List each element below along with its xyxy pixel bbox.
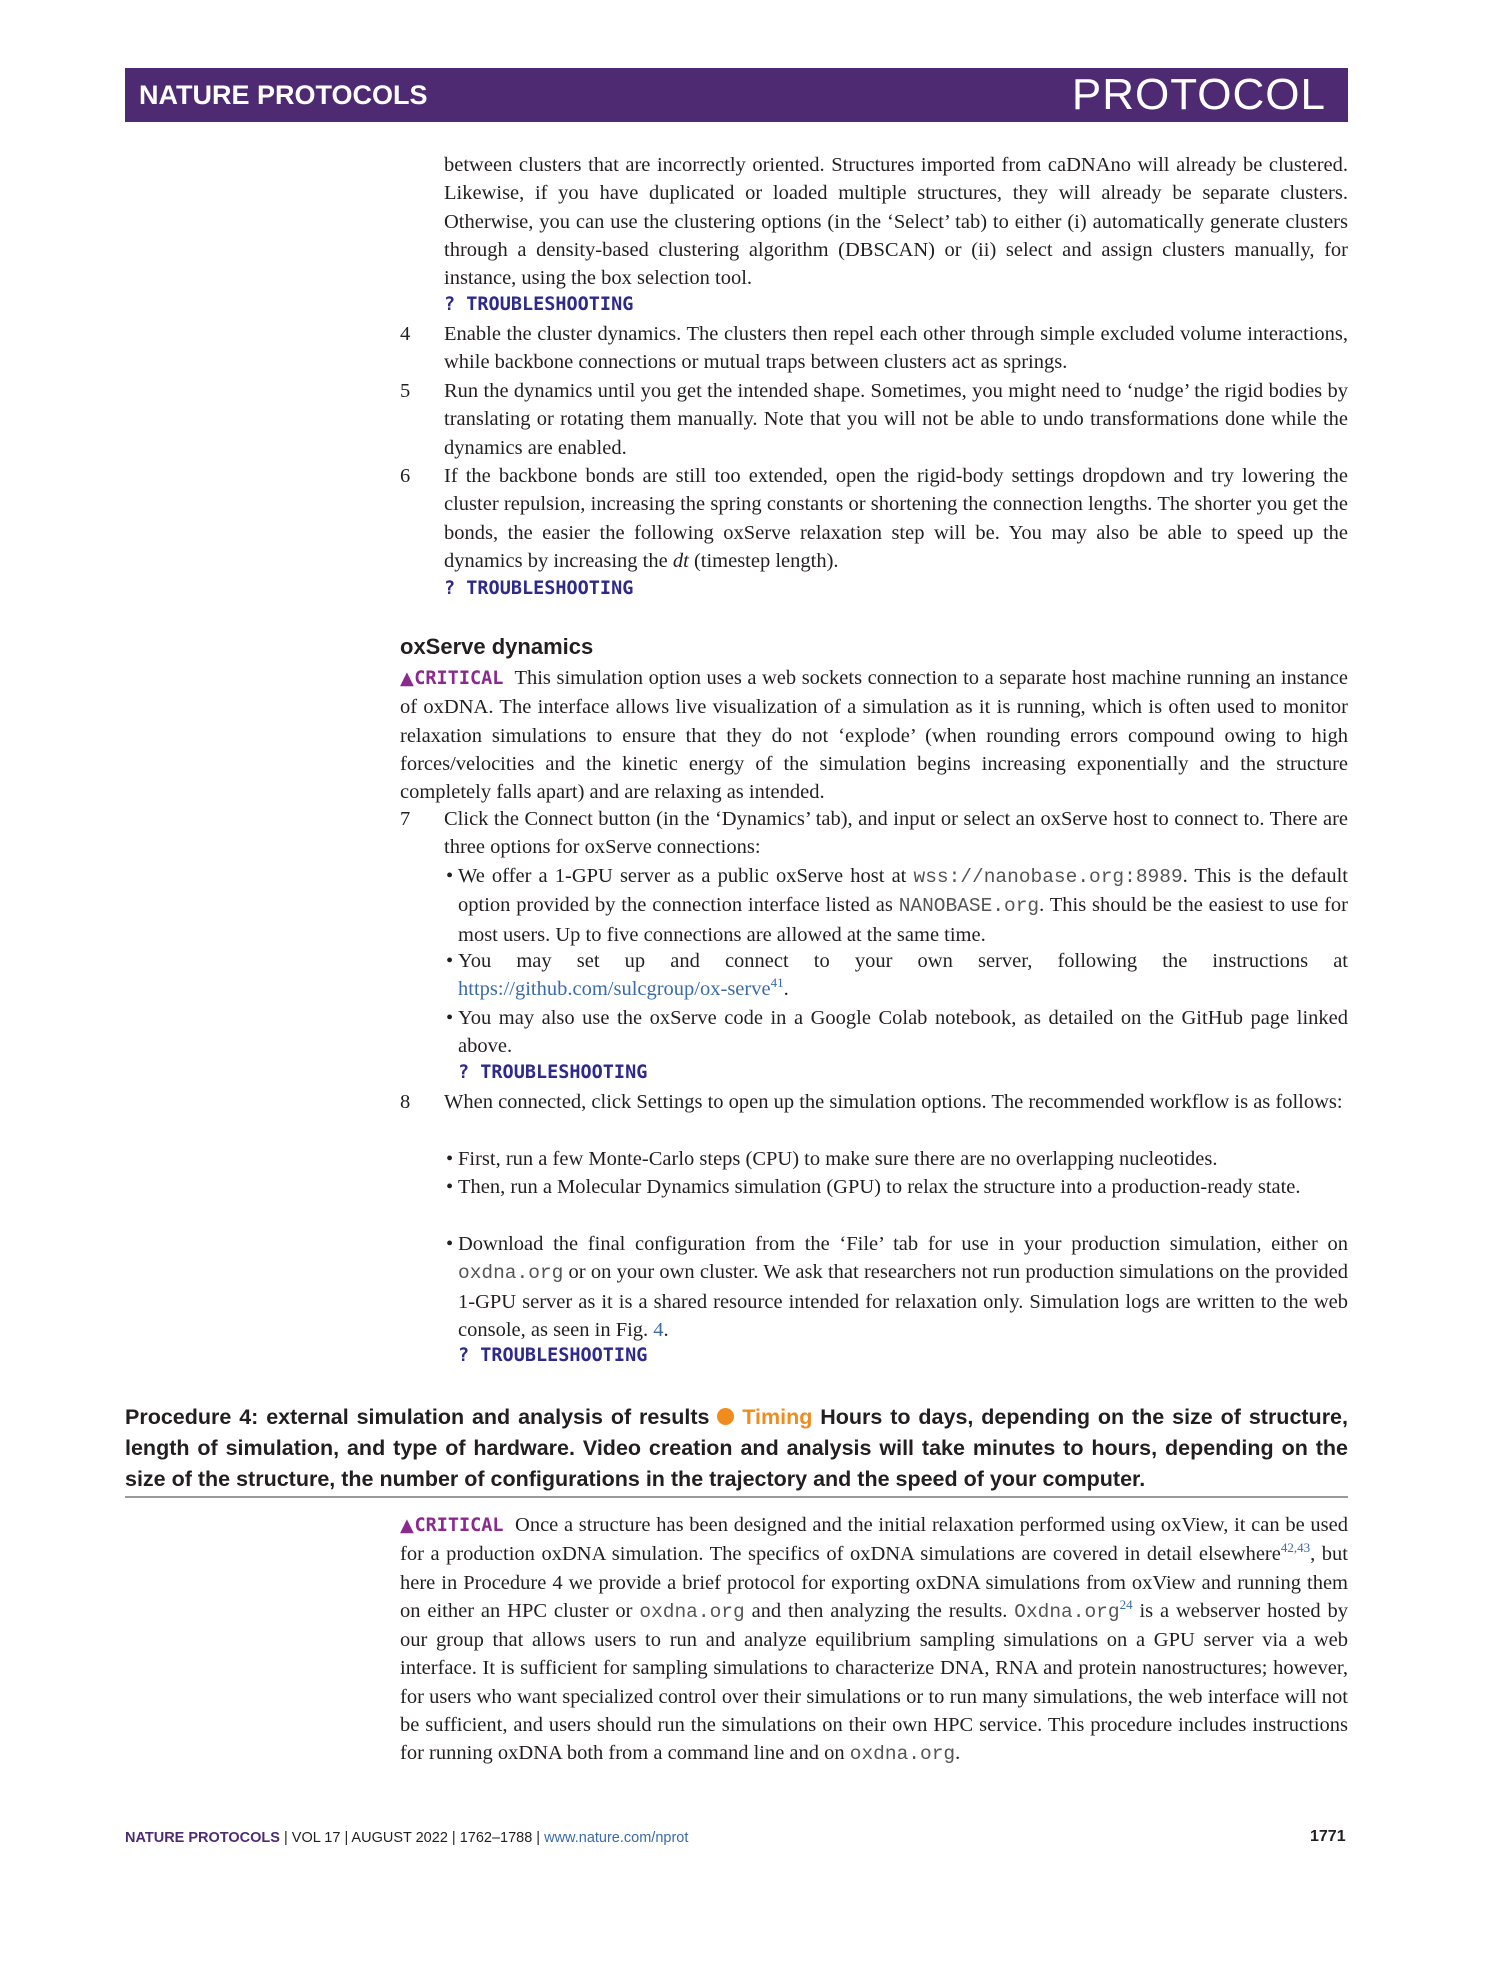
critical-triangle-icon: ▲: [400, 1515, 415, 1536]
step-8-bullet-1: First, run a few Monte-Carlo steps (CPU) to make sure there are no overlapping nucleotides.: [458, 1148, 1218, 1170]
troubleshooting-link[interactable]: ? TROUBLESHOOTING: [458, 1345, 648, 1366]
journal-name: NATURE PROTOCOLS: [139, 80, 428, 110]
step-number: 5: [400, 380, 411, 402]
section-divider: [125, 1496, 1348, 1498]
bullet-dot: •: [446, 1007, 454, 1029]
procedure-4-critical-paragraph: ▲CRITICAL Once a structure has been designed and the initial relaxation performed using oxView, it can be used for a production oxDNA simulation. The specifics of oxDNA simulations are covered in detail elsewhere$^{42,43}$, but here in Procedure 4 we provide a brief protocol for exporting oxDNA simulations from oxView and running them on either an HPC cluster or oxdna.org and then analyzing the results. Oxdna.org$^{24}$ is a webserver hosted by our group that allows users to run and analyze equilibrium sampling simulations on a GPU server via a web interface. It is sufficient for sampling simulations to characterize DNA, RNA and protein nanostructures; however, for users who want specialized control over their simulations or to run many simulations, the web interface will not be sufficient, and users should run the simulations on their own HPC service. This procedure includes instructions for running oxDNA both from a command line and on oxdna.org.: [400, 1514, 1349, 1766]
step-number: 4: [400, 323, 411, 345]
bullet-dot: •: [446, 1148, 454, 1170]
step-number: 6: [400, 465, 411, 487]
troubleshooting-link[interactable]: ? TROUBLESHOOTING: [444, 578, 634, 599]
critical-paragraph: ▲CRITICAL This simulation option uses a web sockets connection to a separate host machine running an instance of oxDNA. The interface allows live visualization of a simulation as it is running, which is often used to monitor relaxation simulations to ensure that they do not ‘explode’ (when rounding errors compound owing to high forces/velocities and the kinetic energy of the simulation begins increasing exponentially and the structure completely falls apart) and are relaxing as intended.: [400, 667, 1348, 804]
figure-link[interactable]: 4: [653, 1318, 664, 1341]
critical-label: CRITICAL: [414, 668, 504, 689]
intro-paragraph: between clusters that are incorrectly oriented. Structures imported from caDNAno will already be clustered. Likewise, if you have duplicated or loaded multiple structures, they will already be separate clusters. Otherwise, you can use the clustering options (in the ‘Select’ tab) to either (i) automatically generate clusters through a density-based clustering algorithm (DBSCAN) or (ii) select and assign clusters manually, for instance, using the box selection tool.: [444, 154, 1348, 290]
article-type: PROTOCOL: [1071, 70, 1326, 119]
step-7-text: Click the Connect button (in the ‘Dynamics’ tab), and input or select an oxServe host to connect to. There are three options for oxServe connections:: [444, 808, 1348, 859]
bullet-dot: •: [446, 1233, 454, 1255]
step-8-bullet-2: Then, run a Molecular Dynamics simulation (GPU) to relax the structure into a production-ready state.: [458, 1176, 1301, 1198]
journal-header-bar: [125, 68, 1348, 122]
critical-triangle-icon: ▲: [400, 668, 415, 689]
bullet-dot: •: [446, 1176, 454, 1198]
github-link[interactable]: https://github.com/sulcgroup/ox-serve: [458, 978, 771, 1001]
troubleshooting-link[interactable]: ? TROUBLESHOOTING: [458, 1062, 648, 1083]
timing-dot-icon: [717, 1408, 734, 1425]
troubleshooting-link[interactable]: ? TROUBLESHOOTING: [444, 294, 634, 315]
step-8-text: When connected, click Settings to open up the simulation options. The recommended workflow is as follows:: [444, 1091, 1343, 1113]
procedure-4-heading: Procedure 4: external simulation and analysis of results Timing Hours to days, depending on the size of structure, length of simulation, and type of hardware. Video creation and analysis will take minutes to hours, depending on the size of the structure, the number of configurations in the trajectory and the speed of your computer.: [125, 1405, 1348, 1491]
step-4-text: Enable the cluster dynamics. The clusters then repel each other through simple excluded volume interactions, while backbone connections or mutual traps between clusters act as springs.: [444, 323, 1348, 374]
bullet-dot: •: [446, 950, 454, 972]
step-8-bullet-3: Download the final configuration from the ‘File’ tab for use in your production simulation, either on oxdna.org or on your own cluster. We ask that researchers not run production simulations on the provided 1-GPU server as it is a shared resource intended for relaxation only. Simulation logs are written to the web console, as seen in Fig. 4.: [458, 1233, 1348, 1341]
step-number: 8: [400, 1091, 411, 1113]
step-5-text: Run the dynamics until you get the intended shape. Sometimes, you might need to ‘nudge’ the rigid bodies by translating or rotating them manually. Note that you will not be able to undo transformations done while the dynamics are enabled.: [444, 380, 1348, 459]
critical-label: CRITICAL: [414, 1515, 504, 1536]
journal-url-link[interactable]: www.nature.com/nprot: [544, 1830, 689, 1846]
bullet-dot: •: [446, 865, 454, 887]
page-number: 1771: [1310, 1828, 1346, 1845]
section-heading: oxServe dynamics: [400, 634, 594, 659]
step-number: 7: [400, 808, 411, 830]
step-7-bullet-3: You may also use the oxServe code in a Google Colab notebook, as detailed on the GitHub page linked above.: [458, 1007, 1348, 1058]
footer-citation: NATURE PROTOCOLS | VOL 17 | AUGUST 2022 | 1762–1788 | www.nature.com/nprot: [125, 1830, 689, 1846]
step-6-text: If the backbone bonds are still too extended, open the rigid-body settings dropdown and try lowering the cluster repulsion, increasing the spring constants or shortening the connection lengths. The shorter you get the bonds, the easier the following oxServe relaxation step will be. You may also be able to speed up the dynamics by increasing the dt (timestep length).: [444, 465, 1348, 572]
step-7-bullet-2: You may set up and connect to your own server, following the instructions at https://github.com/sulcgroup/ox-serve$^{41}$.: [458, 950, 1348, 1001]
step-7-bullet-1: We offer a 1-GPU server as a public oxServe host at wss://nanobase.org:8989. This is the default option provided by the connection interface listed as NANOBASE.org. This should be the easiest to use for most users. Up to five connections are allowed at the same time.: [458, 865, 1348, 946]
